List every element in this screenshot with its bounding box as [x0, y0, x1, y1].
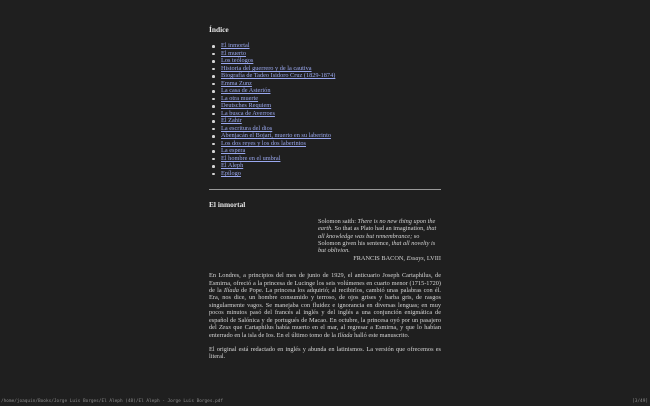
attribution-work: Essays,: [406, 254, 426, 262]
epigraph-span: Solomon saith:: [318, 217, 358, 225]
toc-item: [221, 132, 441, 140]
toc-link-epilogo[interactable]: Epílogo: [221, 169, 241, 177]
paragraph-span: En Londres, a principios del mes de junio de 1929, el anticuario Joseph Cartaphilus, de Esmirna, ofreció a la princesa de Lucinge los seis volúmenes en cuarto menor (1715-1720) de la: [209, 272, 441, 295]
toc-item: [221, 102, 441, 110]
toc-link-historia-del-guerrero[interactable]: Historia del guerrero y de la cautiva: [221, 64, 312, 72]
toc-item: [221, 117, 441, 125]
toc-item: [221, 80, 441, 88]
section-divider: [209, 189, 441, 190]
toc-link-deutsches-requiem[interactable]: Deutsches Requiem: [221, 102, 272, 110]
toc-item: [221, 72, 441, 80]
toc-link-el-muerto[interactable]: El muerto: [221, 49, 247, 57]
toc-link-el-hombre-en-el-umbral[interactable]: El hombre en el umbral: [221, 154, 281, 162]
toc-link-los-dos-reyes[interactable]: Los dos reyes y los dos laberintos: [221, 139, 306, 147]
paragraph-span: que Cartaphilus había muerto en el mar, al regresar a Esmirna, y que lo habían enterrado en la isla de Ios. En el último tomo de la: [209, 324, 441, 339]
toc-heading: Índice: [209, 25, 229, 34]
toc-item: [221, 50, 441, 58]
toc-link-biografia-tadeo-isidoro-cruz[interactable]: Biografía de Tadeo Isidoro Cruz (1829-1874): [221, 72, 336, 80]
toc-item: [221, 95, 441, 103]
toc-link-la-escritura-del-dios[interactable]: La escritura del dios: [221, 124, 273, 132]
paragraph-span: de Pope. La princesa los adquirió; al recibirlos, cambió unas palabras con él. Era, nos dice, un hombre consumido y terroso, de ojos grises y barba gris, de rasgos singularmente vagos. Se manejaba con fluidez e ignorancia en diversas lenguas; en muy pocos minutos pasó del francés al inglés y del inglés a una conjunción enigmática de español de Salónica y de portugués de Macao. En octubre, la princesa oyó por un pasajero del: [209, 287, 441, 332]
toc-item: [221, 42, 441, 50]
toc-link-emma-zunz[interactable]: Emma Zunz: [221, 79, 252, 87]
attribution-author: FRANCIS BACON,: [353, 254, 407, 262]
toc-link-los-teologos[interactable]: Los teólogos: [221, 57, 254, 65]
page-indicator: [3/49]: [632, 399, 648, 404]
section-title: El inmortal: [209, 200, 246, 210]
toc-link-abenjacan-el-bojari[interactable]: Abenjacán el Bojarí, muerto en su laberinto: [221, 132, 331, 140]
toc-link-la-espera[interactable]: La espera: [221, 147, 246, 155]
body-paragraph: [209, 272, 441, 339]
epigraph-text: [318, 218, 441, 255]
toc-item: [221, 87, 441, 95]
document-page: [209, 26, 441, 361]
toc-item: [221, 155, 441, 163]
toc-item: [221, 147, 441, 155]
toc-item: [221, 57, 441, 65]
paragraph-italic: Zeus: [219, 324, 231, 332]
epigraph-span: so Solomon given his sentence,: [318, 232, 420, 248]
toc-link-la-busca-de-averroes[interactable]: La busca de Averroes: [221, 109, 275, 117]
epigraph-italic: that all knowledge was but remembrance;: [318, 225, 437, 240]
paragraph-italic: Ilíada: [337, 331, 353, 339]
epigraph-span: So that as Plato had an imagination,: [332, 225, 427, 233]
body-paragraph: [209, 346, 441, 361]
epigraph-italic: There is no new thing upon the earth.: [318, 217, 436, 233]
toc-item: [221, 162, 441, 170]
toc-link-la-otra-muerte[interactable]: La otra muerte: [221, 94, 259, 102]
epigraph-italic: that all novelty is but oblivion.: [318, 240, 436, 255]
status-bar: [0, 398, 650, 406]
paragraph-span: El original está redactado en inglés y abunda en latinismos. La versión que ofrecemos es literal.: [209, 345, 441, 361]
paragraph-span: halló este manuscrito.: [352, 331, 410, 339]
toc-link-el-zahir[interactable]: El Zahir: [221, 117, 242, 125]
toc-item: [221, 125, 441, 133]
toc-item: [221, 65, 441, 73]
paragraph-italic: Ilíada: [223, 287, 239, 295]
file-path: /home/joaquin/Books/Jorge Luis Borges/El Aleph (48)/El Aleph - Jorge Luis Borges.pdf: [1, 399, 224, 404]
epigraph: [318, 218, 441, 262]
section-body: [209, 272, 441, 360]
toc-link-la-casa-de-asterion[interactable]: La casa de Asterión: [221, 87, 271, 95]
toc-item: [221, 170, 441, 178]
toc-link-el-inmortal[interactable]: El inmortal: [221, 42, 250, 50]
toc-list: [209, 42, 441, 177]
toc-item: [221, 140, 441, 148]
toc-item: [221, 110, 441, 118]
epigraph-attribution: [318, 255, 441, 262]
toc-link-el-aleph[interactable]: El Aleph: [221, 162, 244, 170]
attribution-number: LVIII: [425, 254, 441, 262]
